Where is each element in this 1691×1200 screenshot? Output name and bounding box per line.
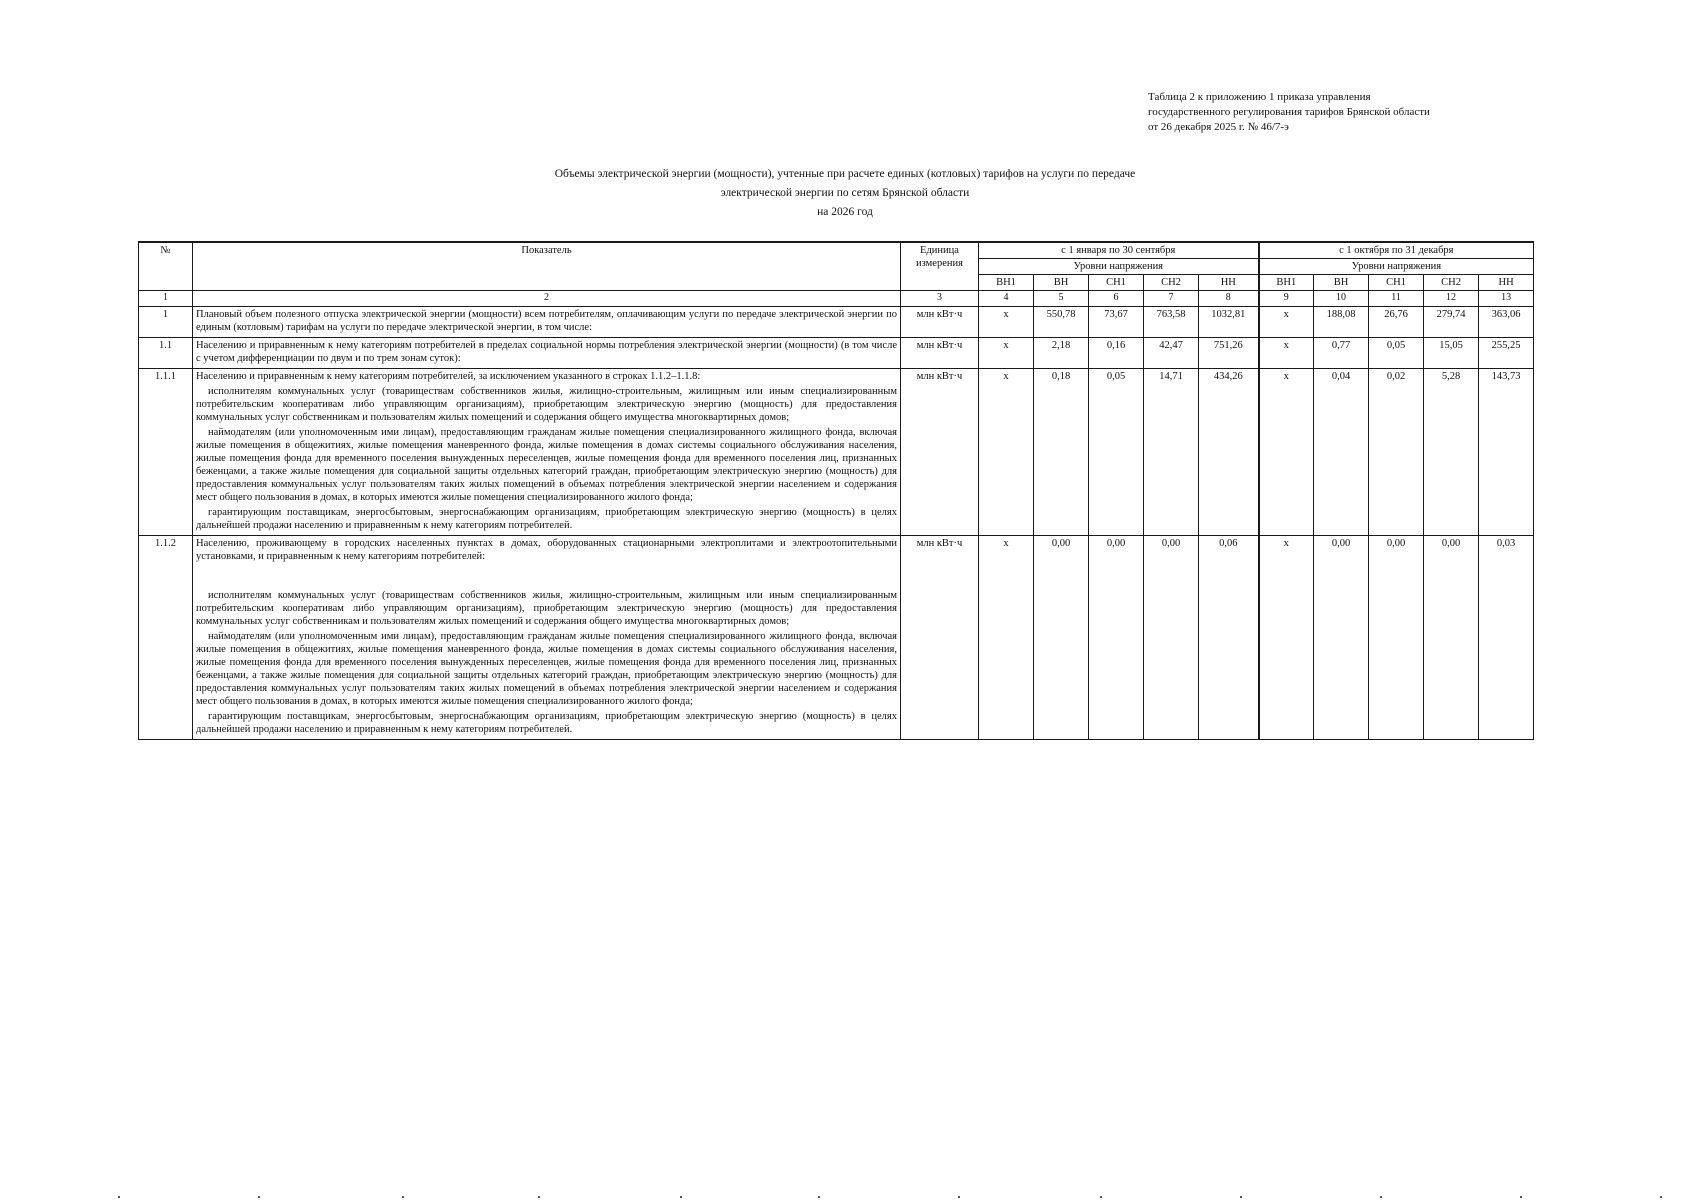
cell-value: x (1259, 307, 1314, 338)
header-levels-1: Уровни напряжения (979, 259, 1259, 275)
title-line: Объемы электрической энергии (мощности), учтенные при расчете единых (котловых) тарифов на услуги по передаче (554, 168, 1136, 180)
header-unit: Единица измерения (901, 242, 979, 291)
scan-dots (0, 1196, 1691, 1198)
row-indicator (193, 307, 901, 338)
cell-value: 763,58 (1144, 307, 1199, 338)
cell-value: 0,77 (1314, 338, 1369, 369)
indicator-text: Населению, проживающему в городских населенных пунктах в домах, оборудованных стационарными электроплитами и электроотопительными установками, и приравненным к нему категориям потребителей: (196, 538, 897, 562)
indicator-subtext: наймодателям (или уполномоченным ими лицам), предоставляющим гражданам жилые помещения специализированного жилищного фонда, включая жилые помещения в общежитиях, жилые помещения маневренного фонда, жилые помещения в домах системы социального обслуживания населения, жилые помещения фонда для временного поселения вынужденных переселенцев, жилые помещения фонда для временного поселения лиц, признанных беженцами, а также жилые помещения для социальной защиты отдельных категорий граждан, приобретающим электрическую энергию (мощность) для предоставления коммунальных услуг пользователям таких жилых помещений в объемах потребления электрической энергии населением и содержания мест общего пользования в домах, в которых имеются жилые помещения специализированного жилого фонда; (196, 631, 897, 707)
scan-dot (258, 1196, 260, 1198)
header-voltage: ВН1 (979, 275, 1034, 291)
cell-value: 0,05 (1089, 369, 1144, 536)
cell-value: 255,25 (1479, 338, 1534, 369)
header-voltage: ВН (1314, 275, 1369, 291)
header-voltage: СН2 (1424, 275, 1479, 291)
volumes-table (138, 241, 1534, 740)
cell-value: 26,76 (1369, 307, 1424, 338)
scan-dot (958, 1196, 960, 1198)
cell-value: 0,02 (1369, 369, 1424, 536)
column-index: 9 (1259, 291, 1314, 307)
column-index: 7 (1144, 291, 1199, 307)
column-index: 8 (1199, 291, 1259, 307)
cell-value: 434,26 (1199, 369, 1259, 536)
header-period-2: с 1 октября по 31 декабря (1259, 242, 1534, 259)
cell-value: 1032,81 (1199, 307, 1259, 338)
column-index-row (139, 291, 1534, 307)
indicator-text: Населению и приравненным к нему категориям потребителей в пределах социальной нормы потребления электрической энергии (мощности) (в том числе с учетом дифференциации по двум и по трем зонам суток): (196, 340, 897, 364)
column-index: 12 (1424, 291, 1479, 307)
cell-value: 0,03 (1479, 536, 1534, 740)
header-voltage: СН2 (1144, 275, 1199, 291)
scan-dot (1100, 1196, 1102, 1198)
caption-line: от 26 декабря 2025 г. № 46/7-э (1148, 121, 1289, 133)
cell-value: x (1259, 338, 1314, 369)
row-unit: млн кВт·ч (901, 338, 979, 369)
header-period-1: с 1 января по 30 сентября (979, 242, 1259, 259)
row-num: 1 (139, 307, 193, 338)
caption-line: государственного регулирования тарифов Брянской области (1148, 106, 1430, 118)
cell-value: x (979, 536, 1034, 740)
column-index: 10 (1314, 291, 1369, 307)
header-voltage: СН1 (1089, 275, 1144, 291)
caption-line: Таблица 2 к приложению 1 приказа управления (1148, 91, 1371, 103)
header-levels-2: Уровни напряжения (1259, 259, 1534, 275)
title-line: электрической энергии по сетям Брянской области (720, 187, 970, 199)
cell-value: x (979, 369, 1034, 536)
scan-dot (680, 1196, 682, 1198)
header-voltage: НН (1479, 275, 1534, 291)
indicator-subtext: исполнителям коммунальных услуг (товариществам собственников жилья, жилищно-строительным, жилищным или иным специализированным потребительским кооперативам либо управляющим организациям), приобретающим электрическую энергию (мощность) для предоставления коммунальных услуг собственникам и пользователям жилых помещений и содержания общего имущества многоквартирных домов; (196, 386, 897, 423)
cell-value: 15,05 (1424, 338, 1479, 369)
cell-value: 363,06 (1479, 307, 1534, 338)
column-index: 6 (1089, 291, 1144, 307)
scan-dot (118, 1196, 120, 1198)
row-num: 1.1.1 (139, 369, 193, 536)
indicator-subtext: исполнителям коммунальных услуг (товариществам собственников жилья, жилищно-строительным, жилищным или иным специализированным потребительским кооперативам либо управляющим организациям), приобретающим электрическую энергию (мощность) для предоставления коммунальных услуг собственникам и пользователям жилых помещений и содержания общего имущества многоквартирных домов; (196, 590, 897, 627)
cell-value: x (1259, 369, 1314, 536)
cell-value: 73,67 (1089, 307, 1144, 338)
scan-dot (818, 1196, 820, 1198)
table-row (139, 369, 1534, 536)
cell-value: 0,00 (1424, 536, 1479, 740)
column-index: 3 (901, 291, 979, 307)
header-voltage: НН (1199, 275, 1259, 291)
indicator-text: Населению и приравненным к нему категориям потребителей, за исключением указанного в строках 1.1.2–1.1.8: (196, 371, 701, 382)
column-index: 4 (979, 291, 1034, 307)
header-voltage: СН1 (1369, 275, 1424, 291)
indicator-subtext: наймодателям (или уполномоченным ими лицам), предоставляющим гражданам жилые помещения специализированного жилищного фонда, включая жилые помещения в общежитиях, жилые помещения маневренного фонда, жилые помещения в домах системы социального обслуживания населения, жилые помещения фонда для временного поселения вынужденных переселенцев, жилые помещения фонда для временного поселения лиц, признанных беженцами, а также жилые помещения для социальной защиты отдельных категорий граждан, приобретающим электрическую энергию (мощность) для предоставления коммунальных услуг пользователям таких жилых помещений в объемах потребления электрической энергии населением и содержания мест общего пользования в домах, в которых имеются жилые помещения специализированного жилого фонда; (196, 427, 897, 503)
cell-value: 0,18 (1034, 369, 1089, 536)
row-indicator (193, 369, 901, 536)
header-indicator: Показатель (193, 242, 901, 291)
cell-value: 188,08 (1314, 307, 1369, 338)
cell-value: 0,00 (1314, 536, 1369, 740)
row-unit: млн кВт·ч (901, 369, 979, 536)
cell-value: 751,26 (1199, 338, 1259, 369)
row-num: 1.1 (139, 338, 193, 369)
indicator-subtext: гарантирующим поставщикам, энергосбытовым, энергоснабжающим организациям, приобретающим электрическую энергию (мощность) в целях дальнейшей продажи населению и приравненным к нему категориям потребителей. (196, 711, 897, 735)
table-row (139, 307, 1534, 338)
scan-dot (1240, 1196, 1242, 1198)
row-unit: млн кВт·ч (901, 536, 979, 740)
row-indicator (193, 338, 901, 369)
title-line: на 2026 год (817, 206, 873, 218)
scan-dot (1380, 1196, 1382, 1198)
cell-value: 0,00 (1144, 536, 1199, 740)
scan-dot (402, 1196, 404, 1198)
document-caption (1148, 90, 1668, 135)
header-voltage: ВН1 (1259, 275, 1314, 291)
cell-value: x (979, 307, 1034, 338)
cell-value: 0,16 (1089, 338, 1144, 369)
table-row (139, 536, 1534, 740)
cell-value: 42,47 (1144, 338, 1199, 369)
scan-dot (1660, 1196, 1662, 1198)
cell-value: 0,00 (1369, 536, 1424, 740)
indicator-text: Плановый объем полезного отпуска электрической энергии (мощности) всем потребителям, оплачивающим услуги по передаче электрической энергии по единым (котловым) тарифам на услуги по передаче электрической энергии, в том числе: (196, 309, 897, 333)
cell-value: 279,74 (1424, 307, 1479, 338)
cell-value: x (979, 338, 1034, 369)
indicator-subtext: гарантирующим поставщикам, энергосбытовым, энергоснабжающим организациям, приобретающим электрическую энергию (мощность) в целях дальнейшей продажи населению и приравненным к нему категориям потребителей. (196, 507, 897, 531)
row-indicator (193, 536, 901, 740)
header-voltage: ВН (1034, 275, 1089, 291)
table-row (139, 338, 1534, 369)
row-unit: млн кВт·ч (901, 307, 979, 338)
cell-value: 550,78 (1034, 307, 1089, 338)
scan-dot (1520, 1196, 1522, 1198)
column-index: 13 (1479, 291, 1534, 307)
cell-value: 14,71 (1144, 369, 1199, 536)
cell-value: 0,04 (1314, 369, 1369, 536)
row-num: 1.1.2 (139, 536, 193, 740)
cell-value: 0,00 (1089, 536, 1144, 740)
cell-value: 0,05 (1369, 338, 1424, 369)
cell-value: 5,28 (1424, 369, 1479, 536)
cell-value: 0,06 (1199, 536, 1259, 740)
column-index: 11 (1369, 291, 1424, 307)
cell-value: 0,00 (1034, 536, 1089, 740)
header-row (139, 242, 1534, 259)
cell-value: 143,73 (1479, 369, 1534, 536)
scan-dot (538, 1196, 540, 1198)
column-index: 5 (1034, 291, 1089, 307)
cell-value: x (1259, 536, 1314, 740)
column-index: 2 (193, 291, 901, 307)
column-index: 1 (139, 291, 193, 307)
cell-value: 2,18 (1034, 338, 1089, 369)
document-title (380, 165, 1310, 222)
spacer (196, 565, 897, 589)
header-num: № (139, 242, 193, 291)
